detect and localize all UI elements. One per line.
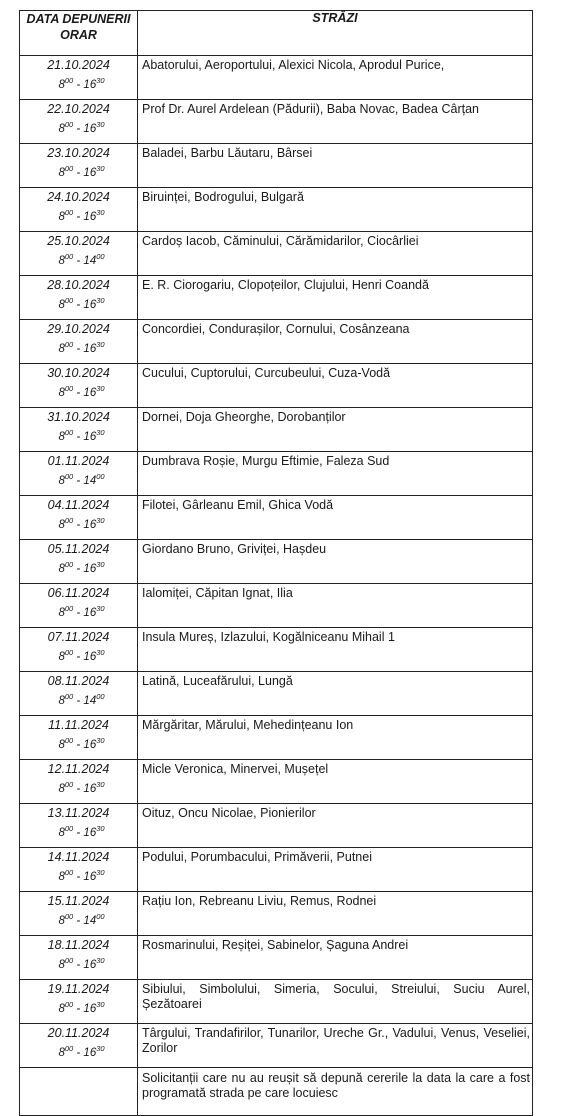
time-to-hour: 14	[83, 915, 97, 927]
time-to-minutes: 30	[96, 560, 105, 569]
streets-cell: Filotei, Gârleanu Emil, Ghica Vodă	[138, 496, 533, 540]
time-from-hour: 8	[58, 79, 65, 91]
date-text: 04.11.2024	[47, 498, 110, 512]
date-cell	[20, 716, 138, 760]
time-to-minutes: 30	[96, 736, 105, 745]
table-row	[20, 760, 533, 804]
date-cell	[20, 540, 138, 584]
time-separator: -	[73, 519, 84, 531]
time-from-hour: 8	[58, 431, 65, 443]
note-row	[20, 1068, 533, 1116]
table-row	[20, 672, 533, 716]
time-range	[20, 557, 137, 577]
date-text: 01.11.2024	[47, 454, 110, 468]
time-range	[20, 601, 137, 621]
time-from-minutes: 00	[64, 824, 74, 833]
header-date	[20, 11, 138, 56]
streets-cell: Latină, Luceafărului, Lungă	[138, 672, 533, 716]
time-to-minutes: 00	[96, 252, 105, 261]
time-range	[20, 821, 137, 841]
time-range	[20, 733, 137, 753]
header-row	[20, 11, 533, 56]
table-row	[20, 540, 533, 584]
table-row	[20, 232, 533, 276]
date-text: 08.11.2024	[47, 674, 110, 688]
time-from-minutes: 00	[64, 868, 74, 877]
time-separator: -	[73, 123, 84, 135]
date-cell	[20, 804, 138, 848]
time-range	[20, 249, 137, 269]
time-separator: -	[73, 915, 84, 927]
time-range	[20, 997, 137, 1017]
time-separator: -	[73, 343, 84, 355]
time-from-minutes: 00	[64, 296, 74, 305]
note-text: Solicitanții care nu au reușit să depună cererile la data la care a fost programată strada pe care locuiesc	[138, 1068, 533, 1116]
table-row	[20, 628, 533, 672]
time-to-minutes: 30	[96, 824, 105, 833]
table-row	[20, 496, 533, 540]
time-separator: -	[73, 563, 84, 575]
date-cell	[20, 760, 138, 804]
date-text: 11.11.2024	[48, 718, 109, 732]
streets-cell: E. R. Ciorogariu, Clopoțeilor, Clujului, Henri Coandă	[138, 276, 533, 320]
date-cell	[20, 320, 138, 364]
table-row	[20, 848, 533, 892]
time-separator: -	[73, 695, 84, 707]
time-from-hour: 8	[58, 695, 65, 707]
table-row	[20, 100, 533, 144]
time-range	[20, 73, 137, 93]
streets-cell: Podului, Porumbacului, Primăverii, Putnei	[138, 848, 533, 892]
time-range	[20, 205, 137, 225]
date-cell	[20, 848, 138, 892]
time-from-hour: 8	[58, 871, 65, 883]
time-from-hour: 8	[58, 607, 65, 619]
time-to-minutes: 30	[96, 516, 105, 525]
time-from-hour: 8	[58, 519, 65, 531]
table-row	[20, 144, 533, 188]
table-row	[20, 892, 533, 936]
time-from-minutes: 00	[64, 76, 74, 85]
time-from-hour: 8	[58, 563, 65, 575]
date-cell	[20, 936, 138, 980]
time-from-minutes: 00	[64, 208, 74, 217]
time-from-hour: 8	[58, 959, 65, 971]
table-row	[20, 364, 533, 408]
table-row	[20, 56, 533, 100]
date-text: 21.10.2024	[47, 58, 110, 72]
time-separator: -	[73, 299, 84, 311]
time-from-minutes: 00	[64, 604, 74, 613]
streets-cell: Insula Mureș, Izlazului, Kogălniceanu Mihail 1	[138, 628, 533, 672]
time-separator: -	[73, 475, 84, 487]
date-text: 20.11.2024	[47, 1026, 110, 1040]
time-to-hour: 16	[83, 783, 97, 795]
date-cell	[20, 56, 138, 100]
schedule-table	[19, 10, 533, 1116]
time-from-minutes: 00	[64, 560, 74, 569]
table-row	[20, 188, 533, 232]
date-cell	[20, 364, 138, 408]
streets-cell: Rațiu Ion, Rebreanu Liviu, Remus, Rodnei	[138, 892, 533, 936]
time-range	[20, 865, 137, 885]
time-from-hour: 8	[58, 255, 65, 267]
time-from-hour: 8	[58, 167, 65, 179]
time-to-minutes: 30	[96, 208, 105, 217]
table-row	[20, 408, 533, 452]
streets-cell: Mărgăritar, Mărului, Mehedințeanu Ion	[138, 716, 533, 760]
time-range	[20, 513, 137, 533]
date-text: 23.10.2024	[47, 146, 110, 160]
time-separator: -	[73, 211, 84, 223]
time-from-minutes: 00	[64, 692, 74, 701]
time-to-minutes: 00	[96, 912, 105, 921]
streets-cell: Concordiei, Condurașilor, Cornului, Cosânzeana	[138, 320, 533, 364]
time-separator: -	[73, 871, 84, 883]
time-from-minutes: 00	[64, 516, 74, 525]
time-from-minutes: 00	[64, 1000, 74, 1009]
time-range	[20, 161, 137, 181]
date-cell	[20, 980, 138, 1024]
date-text: 28.10.2024	[47, 278, 110, 292]
time-from-hour: 8	[58, 475, 65, 487]
streets-cell: Baladei, Barbu Lăutaru, Bârsei	[138, 144, 533, 188]
time-from-minutes: 00	[64, 384, 74, 393]
table-row	[20, 584, 533, 628]
time-to-minutes: 30	[96, 1000, 105, 1009]
time-to-hour: 16	[83, 739, 97, 751]
time-from-hour: 8	[58, 387, 65, 399]
time-to-hour: 16	[83, 299, 97, 311]
time-to-minutes: 30	[96, 428, 105, 437]
time-separator: -	[73, 607, 84, 619]
date-text: 19.11.2024	[47, 982, 110, 996]
time-to-hour: 14	[83, 475, 97, 487]
date-text: 13.11.2024	[47, 806, 110, 820]
time-separator: -	[73, 255, 84, 267]
time-to-minutes: 30	[96, 76, 105, 85]
time-range	[20, 909, 137, 929]
date-text: 22.10.2024	[47, 102, 110, 116]
time-to-hour: 14	[83, 695, 97, 707]
time-to-hour: 16	[83, 607, 97, 619]
time-to-minutes: 00	[96, 472, 105, 481]
time-separator: -	[73, 783, 84, 795]
time-to-hour: 16	[83, 387, 97, 399]
time-from-minutes: 00	[64, 428, 74, 437]
date-cell	[20, 188, 138, 232]
time-to-hour: 16	[83, 563, 97, 575]
table-row	[20, 320, 533, 364]
time-to-hour: 16	[83, 871, 97, 883]
table-row	[20, 980, 533, 1024]
streets-cell: Ialomiței, Căpitan Ignat, Ilia	[138, 584, 533, 628]
time-range	[20, 1041, 137, 1061]
time-to-minutes: 30	[96, 868, 105, 877]
time-to-minutes: 30	[96, 120, 105, 129]
time-separator: -	[73, 739, 84, 751]
time-to-minutes: 30	[96, 384, 105, 393]
time-to-hour: 16	[83, 1047, 97, 1059]
time-to-hour: 16	[83, 519, 97, 531]
time-range	[20, 689, 137, 709]
date-cell	[20, 452, 138, 496]
date-text: 24.10.2024	[47, 190, 110, 204]
time-to-minutes: 30	[96, 164, 105, 173]
date-cell	[20, 496, 138, 540]
streets-cell: Giordano Bruno, Griviței, Hașdeu	[138, 540, 533, 584]
table-row	[20, 804, 533, 848]
streets-cell: Cardoș Iacob, Căminului, Cărămidarilor, Ciocârliei	[138, 232, 533, 276]
time-separator: -	[73, 651, 84, 663]
time-from-minutes: 00	[64, 956, 74, 965]
time-to-hour: 16	[83, 343, 97, 355]
date-text: 29.10.2024	[47, 322, 110, 336]
streets-cell: Cucului, Cuptorului, Curcubeului, Cuza-Vodă	[138, 364, 533, 408]
date-text: 05.11.2024	[47, 542, 110, 556]
streets-cell: Biruinței, Bodrogului, Bulgară	[138, 188, 533, 232]
time-to-hour: 16	[83, 79, 97, 91]
time-from-minutes: 00	[64, 912, 74, 921]
time-to-minutes: 30	[96, 956, 105, 965]
header-date-line2: ORAR	[60, 28, 97, 42]
time-from-hour: 8	[58, 123, 65, 135]
time-from-minutes: 00	[64, 340, 74, 349]
time-range	[20, 117, 137, 137]
date-text: 31.10.2024	[47, 410, 110, 424]
time-from-hour: 8	[58, 211, 65, 223]
time-to-minutes: 00	[96, 692, 105, 701]
table-row	[20, 936, 533, 980]
time-separator: -	[73, 827, 84, 839]
time-to-minutes: 30	[96, 780, 105, 789]
time-separator: -	[73, 1047, 84, 1059]
date-cell	[20, 408, 138, 452]
streets-cell: Sibiului, Simbolului, Simeria, Socului, Streiului, Suciu Aurel, Șezătoarei	[138, 980, 533, 1024]
date-cell	[20, 1024, 138, 1068]
time-separator: -	[73, 167, 84, 179]
time-to-hour: 16	[83, 1003, 97, 1015]
date-cell	[20, 628, 138, 672]
date-text: 06.11.2024	[47, 586, 110, 600]
header-date-line1: DATA DEPUNERII	[26, 12, 131, 26]
time-separator: -	[73, 1003, 84, 1015]
time-from-minutes: 00	[64, 252, 74, 261]
time-from-minutes: 00	[64, 648, 74, 657]
time-to-minutes: 30	[96, 604, 105, 613]
date-text: 14.11.2024	[47, 850, 110, 864]
date-text: 12.11.2024	[47, 762, 110, 776]
streets-cell: Târgului, Trandafirilor, Tunarilor, Ureche Gr., Vadului, Venus, Veseliei, Zorilor	[138, 1024, 533, 1068]
header-streets: STRĂZI	[138, 11, 533, 56]
time-from-hour: 8	[58, 739, 65, 751]
note-date-cell	[20, 1068, 138, 1116]
time-separator: -	[73, 387, 84, 399]
time-range	[20, 645, 137, 665]
date-text: 18.11.2024	[47, 938, 110, 952]
time-from-minutes: 00	[64, 120, 74, 129]
time-to-hour: 16	[83, 431, 97, 443]
time-range	[20, 469, 137, 489]
time-from-hour: 8	[58, 651, 65, 663]
time-from-hour: 8	[58, 1047, 65, 1059]
date-cell	[20, 232, 138, 276]
date-cell	[20, 144, 138, 188]
time-to-minutes: 30	[96, 296, 105, 305]
time-from-hour: 8	[58, 827, 65, 839]
time-from-minutes: 00	[64, 1044, 74, 1053]
time-to-hour: 16	[83, 827, 97, 839]
date-cell	[20, 100, 138, 144]
streets-cell: Dumbrava Roșie, Murgu Eftimie, Faleza Sud	[138, 452, 533, 496]
date-cell	[20, 892, 138, 936]
time-range	[20, 293, 137, 313]
time-to-minutes: 30	[96, 340, 105, 349]
time-to-minutes: 30	[96, 1044, 105, 1053]
date-cell	[20, 672, 138, 716]
table-row	[20, 1024, 533, 1068]
time-from-hour: 8	[58, 343, 65, 355]
time-separator: -	[73, 79, 84, 91]
table-row	[20, 716, 533, 760]
time-range	[20, 381, 137, 401]
date-cell	[20, 584, 138, 628]
date-text: 07.11.2024	[47, 630, 110, 644]
time-range	[20, 953, 137, 973]
time-separator: -	[73, 959, 84, 971]
time-from-hour: 8	[58, 915, 65, 927]
time-to-hour: 16	[83, 167, 97, 179]
time-to-hour: 14	[83, 255, 97, 267]
time-to-minutes: 30	[96, 648, 105, 657]
time-range	[20, 337, 137, 357]
time-to-hour: 16	[83, 959, 97, 971]
time-to-hour: 16	[83, 651, 97, 663]
streets-cell: Micle Veronica, Minervei, Mușețel	[138, 760, 533, 804]
time-from-minutes: 00	[64, 780, 74, 789]
time-from-hour: 8	[58, 299, 65, 311]
table-row	[20, 276, 533, 320]
streets-cell: Abatorului, Aeroportului, Alexici Nicola, Aprodul Purice,	[138, 56, 533, 100]
time-from-minutes: 00	[64, 164, 74, 173]
time-from-minutes: 00	[64, 736, 74, 745]
date-text: 25.10.2024	[47, 234, 110, 248]
time-separator: -	[73, 431, 84, 443]
date-cell	[20, 276, 138, 320]
time-from-minutes: 00	[64, 472, 74, 481]
streets-cell: Oituz, Oncu Nicolae, Pionierilor	[138, 804, 533, 848]
streets-cell: Prof Dr. Aurel Ardelean (Pădurii), Baba Novac, Badea Cârțan	[138, 100, 533, 144]
time-from-hour: 8	[58, 783, 65, 795]
date-text: 15.11.2024	[47, 894, 110, 908]
time-range	[20, 777, 137, 797]
streets-cell: Dornei, Doja Gheorghe, Dorobanților	[138, 408, 533, 452]
time-to-hour: 16	[83, 123, 97, 135]
time-to-hour: 16	[83, 211, 97, 223]
date-text: 30.10.2024	[47, 366, 110, 380]
table-row	[20, 452, 533, 496]
time-range	[20, 425, 137, 445]
time-from-hour: 8	[58, 1003, 65, 1015]
streets-cell: Rosmarinului, Reșiței, Sabinelor, Șaguna Andrei	[138, 936, 533, 980]
